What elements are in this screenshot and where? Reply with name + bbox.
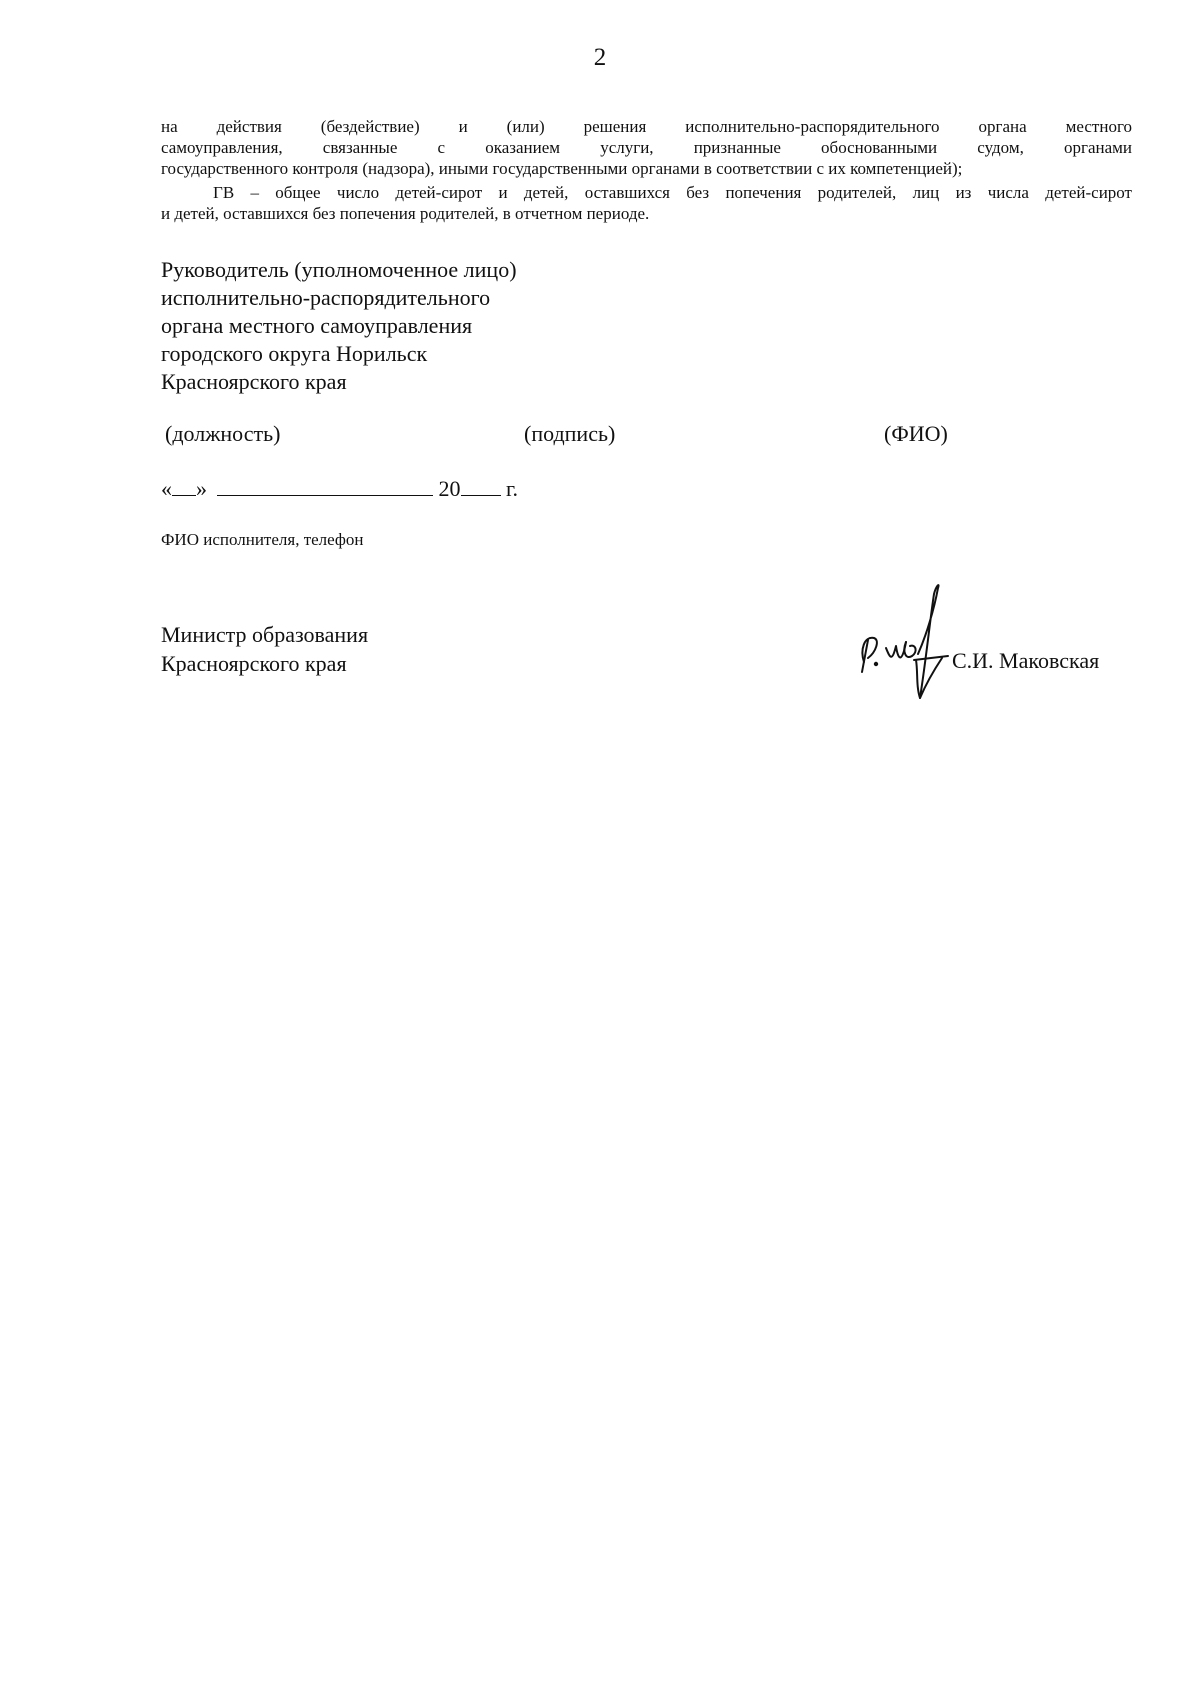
signatory-line: органа местного самоуправления <box>161 313 473 338</box>
date-open-quote: « <box>161 476 172 501</box>
paragraph-gv-definition <box>161 182 1132 224</box>
paragraph-line: и детей, оставшихся без попечения родителей, в отчетном периоде. <box>161 204 650 223</box>
signatory-line: городского округа Норильск <box>161 341 428 366</box>
caption-position: (должность) <box>165 421 281 446</box>
year-suffix: г. <box>506 476 519 501</box>
handwritten-signature <box>856 580 966 720</box>
page-number: 2 <box>593 44 607 71</box>
executor-label: ФИО исполнителя, телефон <box>161 530 364 549</box>
paragraph-line: ГВ – общее число детей-сирот и детей, оставшихся без попечения родителей, лиц из числа детей-сирот <box>213 183 1132 202</box>
year-prefix: 20 <box>438 476 461 501</box>
paragraph-line: государственного контроля (надзора), иными государственными органами в соответствии с их компетенцией); <box>161 159 963 178</box>
paragraph-line: на действия (бездействие) и (или) решения исполнительно-распорядительного органа местного <box>161 117 1132 136</box>
minister-block <box>161 620 368 678</box>
minister-name: С.И. Маковская <box>952 648 1100 673</box>
signatory-block <box>161 256 517 396</box>
signatory-line: Красноярского края <box>161 369 347 394</box>
paragraph-continuation <box>161 116 1132 179</box>
month-blank <box>217 477 433 496</box>
date-line <box>161 476 518 502</box>
minister-title-line: Красноярского края <box>161 651 347 676</box>
paragraph-line: самоуправления, связанные с оказанием услуги, признанные обоснованными судом, органами <box>161 138 1132 157</box>
day-blank <box>172 477 196 496</box>
caption-fio: (ФИО) <box>884 421 948 446</box>
year-blank <box>461 477 501 496</box>
caption-signature: (подпись) <box>524 421 616 446</box>
date-close-quote: » <box>196 476 207 501</box>
minister-title-line: Министр образования <box>161 622 369 647</box>
signatory-line: Руководитель (уполномоченное лицо) <box>161 257 517 282</box>
signatory-line: исполнительно-распорядительного <box>161 285 491 310</box>
